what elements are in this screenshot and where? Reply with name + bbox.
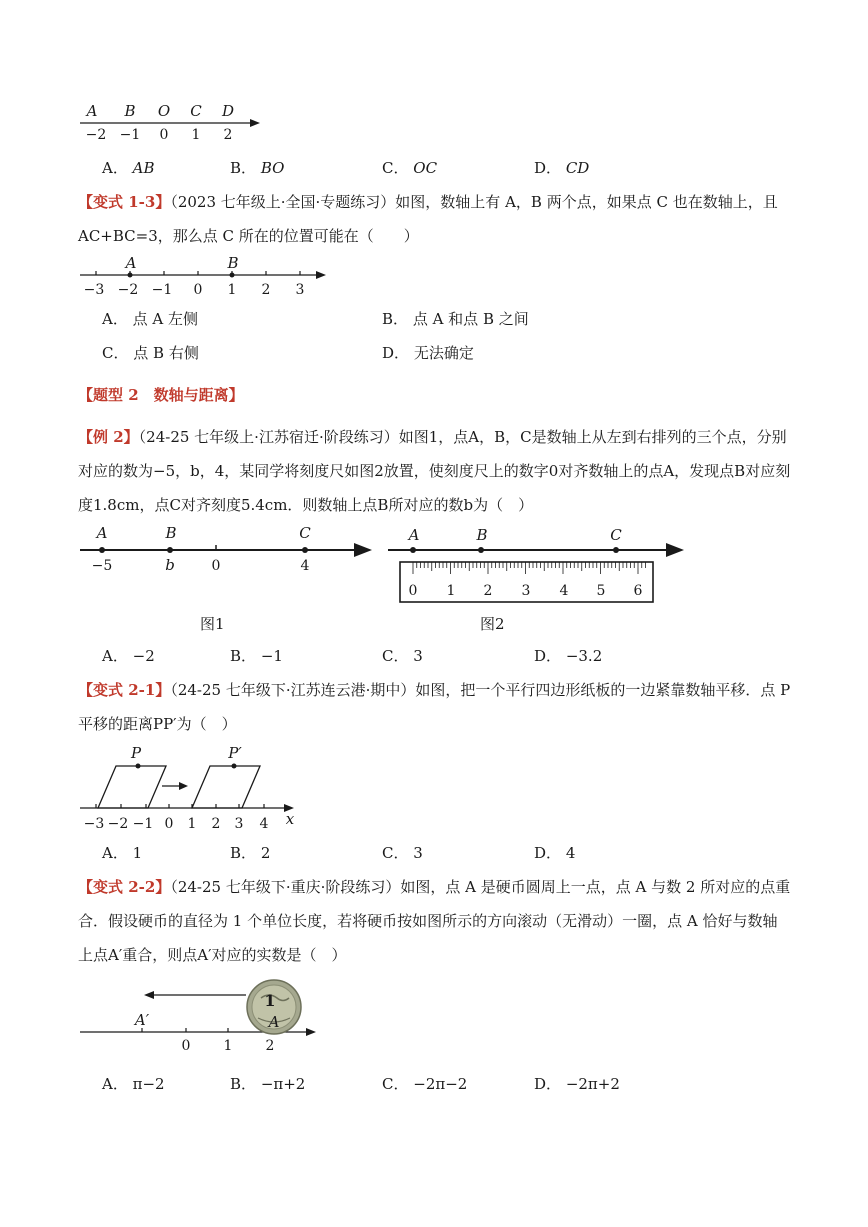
point-label: C bbox=[610, 526, 622, 544]
question-v21-line2: 平移的距离PP′为（ ） bbox=[78, 715, 237, 733]
option-c: C． 3 bbox=[382, 844, 423, 862]
tick-label: 3 bbox=[234, 816, 244, 832]
tick-label: 1 bbox=[227, 282, 237, 298]
tick-label: −3 bbox=[83, 282, 105, 298]
question-ex2-line1: 【例 2】（24-25 七年级上·江苏宿迁·阶段练习）如图1，点A，B，C是数轴上从左到右排列的三个点，分别 bbox=[78, 428, 787, 446]
section-title: 【题型 2 数轴与距离】 bbox=[78, 386, 244, 404]
number-line-figure-0 bbox=[78, 102, 268, 144]
question-v21-line1: 【变式 2-1】（24-25 七年级下·江苏连云港·期中）如图，把一个平行四边形纸板的一边紧靠数轴平移．点 P bbox=[78, 681, 791, 699]
point-label: B bbox=[124, 102, 136, 120]
option-b: B． −π+2 bbox=[230, 1075, 306, 1093]
tick-label: 1 bbox=[191, 127, 201, 143]
option-d: D． CD bbox=[534, 159, 590, 177]
ruler-label: 0 bbox=[408, 583, 418, 599]
option-d: D． −3.2 bbox=[534, 647, 603, 665]
option-c: C． 3 bbox=[382, 647, 423, 665]
parallelogram-figure-v21 bbox=[78, 740, 318, 832]
tick-label: 2 bbox=[211, 816, 221, 832]
point-label: P bbox=[130, 744, 142, 762]
tick-label: −5 bbox=[91, 558, 113, 574]
question-v22-line1: 【变式 2-2】（24-25 七年级下·重庆·阶段练习）如图，点 A 是硬币圆周上一点，点 A 与数 2 所对应的点重 bbox=[78, 878, 791, 896]
tick-label: 2 bbox=[223, 127, 233, 143]
option-c: C． 点 B 右侧 bbox=[102, 344, 199, 362]
tick-label: 2 bbox=[261, 282, 271, 298]
point-label: A bbox=[86, 102, 98, 120]
question-v22-line2: 合．假设硬币的直径为 1 个单位长度，若将硬币按如图所示的方向滚动（无滑动）一圈，点 A 恰好与数轴 bbox=[78, 912, 778, 930]
point-label: A bbox=[96, 524, 108, 542]
tick-label: 4 bbox=[259, 816, 269, 832]
ruler-figure-ex2-2 bbox=[384, 524, 694, 608]
ruler-label: 3 bbox=[521, 583, 531, 599]
option-b: B． 2 bbox=[230, 844, 271, 862]
tick-label: b bbox=[165, 556, 175, 574]
coin-figure-v22 bbox=[78, 976, 328, 1056]
ruler-label: 4 bbox=[559, 583, 569, 599]
point-label: A bbox=[268, 1013, 280, 1031]
tick-label: −3 bbox=[83, 816, 105, 832]
point-label: C bbox=[299, 524, 311, 542]
tick-label: −1 bbox=[119, 127, 141, 143]
tick-label: 1 bbox=[223, 1038, 233, 1054]
point-label: B bbox=[227, 254, 239, 272]
tick-label: 0 bbox=[193, 282, 203, 298]
tick-label: −1 bbox=[132, 816, 154, 832]
ruler-label: 6 bbox=[633, 583, 643, 599]
point-label: O bbox=[157, 102, 171, 120]
point-label: P′ bbox=[228, 744, 242, 762]
figure-caption: 图1 bbox=[200, 615, 225, 633]
question-ex2-line3: 度1.8cm，点C对齐刻度5.4cm．则数轴上点B所对应的数b为（ ） bbox=[78, 496, 534, 514]
tick-label: 0 bbox=[181, 1038, 191, 1054]
option-d: D． 4 bbox=[534, 844, 576, 862]
option-c: C． −2π−2 bbox=[382, 1075, 468, 1093]
number-line-figure-ex2-1 bbox=[78, 522, 378, 574]
svg-text:1: 1 bbox=[264, 991, 276, 1010]
tick-label: 2 bbox=[265, 1038, 275, 1054]
tick-label: −2 bbox=[85, 127, 107, 143]
tick-label: 4 bbox=[300, 558, 310, 574]
point-label: B bbox=[165, 524, 177, 542]
tick-label: 0 bbox=[159, 127, 169, 143]
option-b: B． 点 A 和点 B 之间 bbox=[382, 310, 529, 328]
point-label: B bbox=[476, 526, 488, 544]
question-v13-line1: 【变式 1-3】（2023 七年级上·全国·专题练习）如图，数轴上有 A，B 两个点，如果点 C 也在数轴上，且 bbox=[78, 193, 778, 211]
option-a: A． −2 bbox=[102, 647, 155, 665]
axis-label: x bbox=[285, 810, 295, 828]
option-d: D． −2π+2 bbox=[534, 1075, 620, 1093]
option-a: A． π−2 bbox=[102, 1075, 165, 1093]
ruler-label: 5 bbox=[596, 583, 606, 599]
ruler-label: 2 bbox=[483, 583, 493, 599]
point-label: A bbox=[408, 526, 420, 544]
option-a: A． 点 A 左侧 bbox=[102, 310, 198, 328]
number-line-figure-v13 bbox=[78, 252, 338, 298]
tick-label: 1 bbox=[187, 816, 197, 832]
option-a: A． AB bbox=[102, 159, 155, 177]
ruler-label: 1 bbox=[446, 583, 456, 599]
tick-label: −1 bbox=[151, 282, 173, 298]
option-c: C． OC bbox=[382, 159, 438, 177]
option-d: D． 无法确定 bbox=[382, 344, 474, 362]
tick-label: −2 bbox=[117, 282, 139, 298]
option-b: B． BO bbox=[230, 159, 285, 177]
point-label: A′ bbox=[134, 1011, 150, 1029]
figure-caption: 图2 bbox=[480, 615, 505, 633]
point-label: A bbox=[125, 254, 137, 272]
question-v13-line2: AC+BC=3，那么点 C 所在的位置可能在（ ） bbox=[78, 227, 419, 245]
option-b: B． −1 bbox=[230, 647, 283, 665]
tick-label: 0 bbox=[211, 558, 221, 574]
option-a: A． 1 bbox=[102, 844, 143, 862]
tick-label: −2 bbox=[107, 816, 129, 832]
point-label: D bbox=[221, 102, 235, 120]
tick-label: 0 bbox=[164, 816, 174, 832]
question-v22-line3: 上点A′重合，则点A′对应的实数是（ ） bbox=[78, 946, 347, 964]
question-ex2-line2: 对应的数为−5，b，4，某同学将刻度尺如图2放置，使刻度尺上的数字0对齐数轴上的点A，发现点B对应刻 bbox=[78, 462, 791, 480]
tick-label: 3 bbox=[295, 282, 305, 298]
point-label: C bbox=[190, 102, 202, 120]
